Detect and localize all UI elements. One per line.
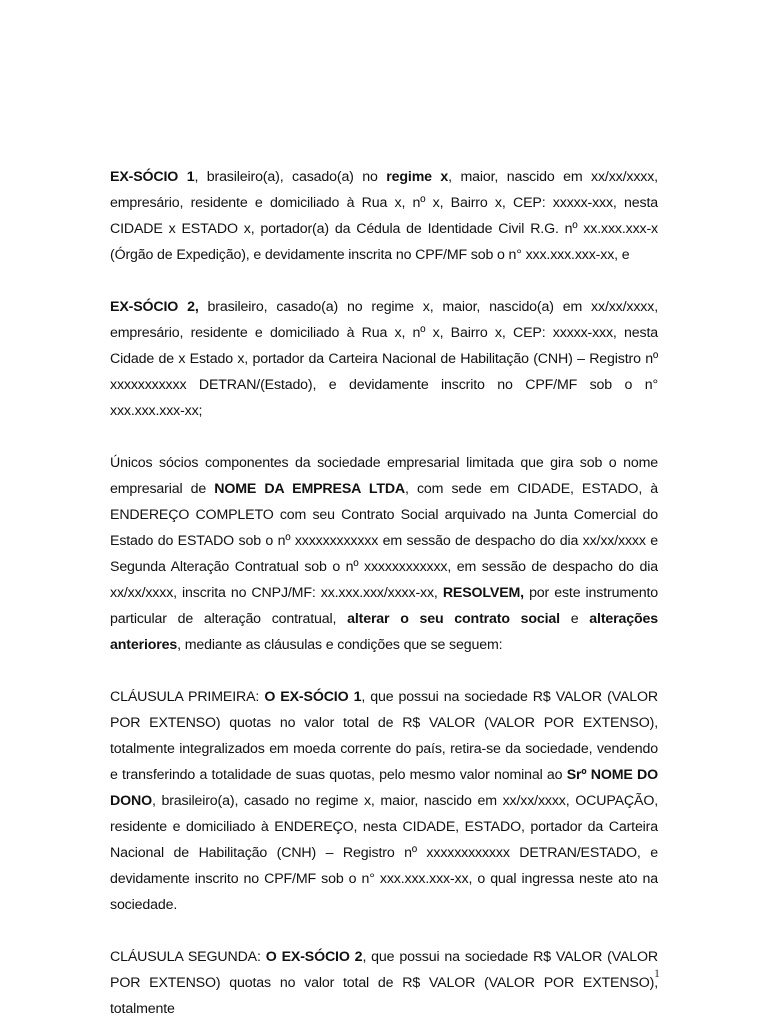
text-segment: CLÁUSULA SEGUNDA: xyxy=(110,949,266,965)
text-segment: NOME DA EMPRESA LTDA xyxy=(214,481,406,497)
paragraph-ex-socio-1 xyxy=(110,164,658,268)
text-segment: , brasileiro(a), casado no regime x, maior, nascido em xx/xx/xxxx, OCUPAÇÃO, residente e domiciliado à ENDEREÇO, nesta CIDADE, ESTADO, portador da Carteira Nacional de Habilitação (CNH) – Registro nº xxxxxxxxxxxx DETRAN/ESTADO, e devidamente inscrito no CPF/MF sob o n° xxx.xxx.xxx-xx, o qual ingressa neste ato na sociedade. xyxy=(110,793,658,913)
document-body xyxy=(110,164,658,1022)
paragraph-socios-resolvem xyxy=(110,450,658,658)
text-segment: Srº NOME DO DONO xyxy=(110,767,658,809)
page-number: 1 xyxy=(654,966,660,980)
text-segment: , brasileiro(a), casado(a) no xyxy=(194,169,387,185)
text-segment: CLÁUSULA PRIMEIRA: xyxy=(110,689,265,705)
text-segment: O EX-SÓCIO 1 xyxy=(264,689,362,705)
text-segment: regime x xyxy=(386,169,449,185)
text-segment: e xyxy=(559,611,590,627)
text-segment: , com sede em CIDADE, ESTADO, à ENDEREÇO COMPLETO com seu Contrato Social arquivado na Junta Comercial do Estado do ESTADO sob o nº xxxxxxxxxxxx em sessão de despacho do dia xx/xx/xxxx e Segunda Alteração Contratual sob o nº xxxxxxxxxxxx, em sessão de despacho do dia xx/xx/xxxx, inscrita no CNPJ/MF: xx.xxx.xxx/xxxx-xx, xyxy=(110,481,658,601)
text-segment: alterações anteriores xyxy=(110,611,658,653)
paragraph-clausula-segunda xyxy=(110,944,658,1022)
text-segment: RESOLVEM, xyxy=(442,585,524,601)
text-segment: EX-SÓCIO 2, xyxy=(110,299,199,315)
text-segment: brasileiro, casado(a) no regime x, maior, nascido(a) em xx/xx/xxxx, empresário, residente e domiciliado à Rua x, nº x, Bairro x, CEP: xxxxx-xxx, nesta Cidade de x Estado x, portador da Carteira Nacional de Habilitação (CNH) – Registro nº xxxxxxxxxxx DETRAN/(Estado), e devidamente inscrito no CPF/MF sob o n° xxx.xxx.xxx-xx; xyxy=(110,299,658,419)
text-segment: alterar o seu contrato social xyxy=(347,611,560,627)
paragraph-ex-socio-2 xyxy=(110,294,658,424)
text-segment: , maior, nascido em xx/xx/xxxx, empresário, residente e domiciliado à Rua x, nº x, Bairro x, CEP: xxxxx-xxx, nesta CIDADE x ESTADO x, portador(a) da Cédula de Identidade Civil R.G. nº xx.xxx.xxx-x (Órgão de Expedição), e devidamente inscrita no CPF/MF sob o n° xxx.xxx.xxx-xx, e xyxy=(110,169,658,263)
paragraph-clausula-primeira xyxy=(110,684,658,918)
text-segment: , que possui na sociedade R$ VALOR (VALOR POR EXTENSO) quotas no valor total de R$ VALOR (VALOR POR EXTENSO), totalmente integralizados em moeda corrente do país, retira-se da sociedade, vendendo e transferindo a totalidade de suas quotas, pelo mesmo valor nominal ao xyxy=(110,689,658,783)
text-segment: , mediante as cláusulas e condições que se seguem: xyxy=(177,637,503,653)
text-segment: EX-SÓCIO 1 xyxy=(110,169,195,185)
text-segment: Únicos sócios componentes da sociedade empresarial limitada que gira sob o nome empresarial de xyxy=(110,455,658,497)
text-segment: , que possui na sociedade R$ VALOR (VALOR POR EXTENSO) quotas no valor total de R$ VALOR (VALOR POR EXTENSO), totalmente xyxy=(110,949,658,1017)
text-segment: por este instrumento particular de alteração contratual, xyxy=(110,585,659,627)
text-segment: O EX-SÓCIO 2 xyxy=(265,949,363,965)
